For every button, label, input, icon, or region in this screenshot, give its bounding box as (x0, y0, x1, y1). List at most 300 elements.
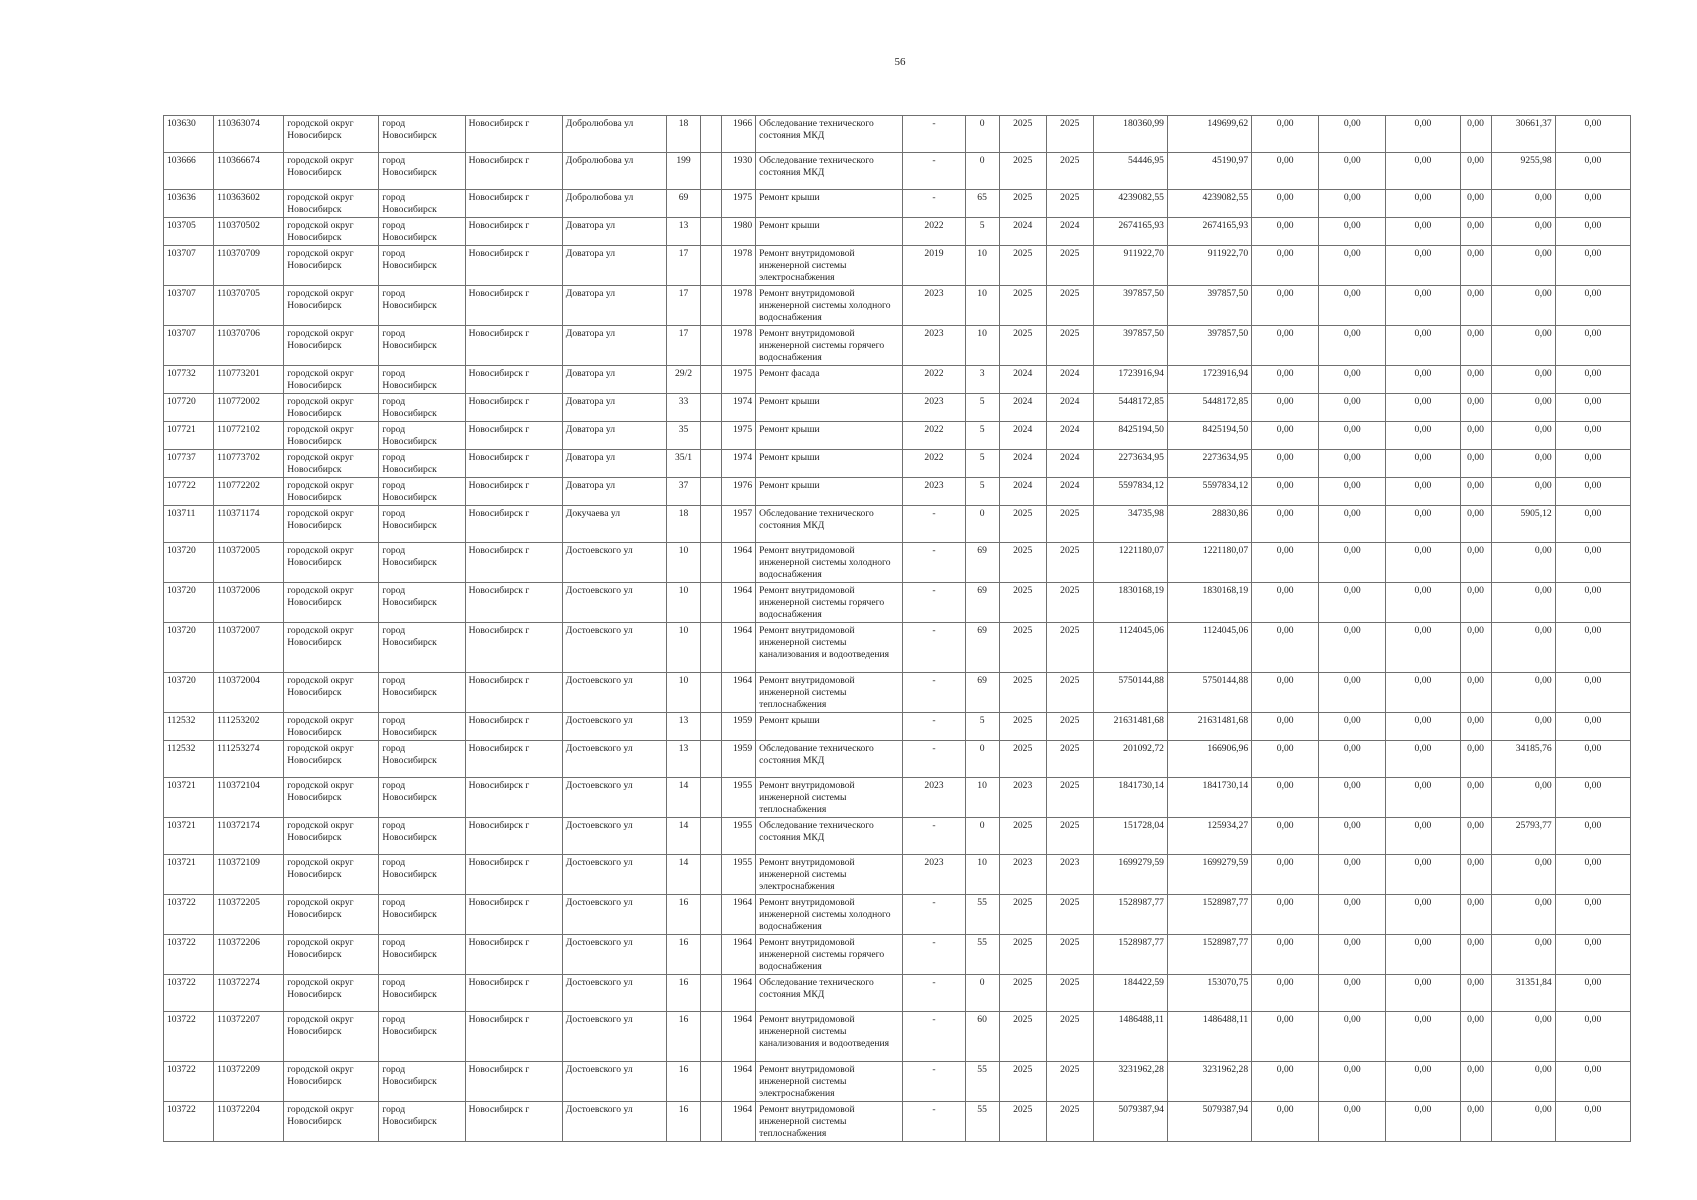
cell-system-code: 110370502 (214, 218, 284, 246)
cell-federal: 0,00 (1252, 190, 1319, 218)
cell-system-code: 110773702 (214, 450, 284, 478)
cell-settlement: город Новосибирск (379, 326, 465, 366)
cell-other: 0,00 (1460, 818, 1491, 855)
cell-regional: 0,00 (1319, 326, 1386, 366)
cell-total-cost: 5079387,94 (1093, 1102, 1167, 1142)
cell-municipality: городской округ Новосибирск (284, 286, 379, 326)
cell-settlement: город Новосибирск (379, 394, 465, 422)
cell-system-code: 110372274 (214, 975, 284, 1012)
cell-city: Новосибирск г (465, 741, 562, 778)
cell-id: 107720 (164, 394, 214, 422)
cell-settlement: город Новосибирск (379, 543, 465, 583)
cell-system-code: 110372206 (214, 935, 284, 975)
cell-id: 103720 (164, 673, 214, 713)
cell-house: 69 (666, 190, 700, 218)
cell-year-built: 1964 (722, 895, 756, 935)
cell-city: Новосибирск г (465, 1012, 562, 1062)
cell-total-cost: 4239082,55 (1093, 190, 1167, 218)
cell-work-type: Ремонт крыши (756, 450, 903, 478)
cell-owner-funds: 0,00 (1491, 478, 1555, 506)
table-row (164, 543, 1631, 583)
cell-last-repair-year: 2023 (903, 286, 965, 326)
table-row (164, 286, 1631, 326)
cell-work-type: Обследование технического состояния МКД (756, 116, 903, 153)
cell-regional: 0,00 (1319, 506, 1386, 543)
cell-plan-start: 2025 (999, 153, 1046, 190)
cell-local: 0,00 (1386, 218, 1460, 246)
cell-house: 16 (666, 975, 700, 1012)
cell-extra: 0,00 (1555, 394, 1630, 422)
cell-wear-percent: 5 (965, 478, 999, 506)
cell-system-code: 110772002 (214, 394, 284, 422)
cell-house: 17 (666, 286, 700, 326)
cell-wear-percent: 0 (965, 116, 999, 153)
cell-plan-end: 2024 (1046, 394, 1093, 422)
cell-work-type: Ремонт крыши (756, 218, 903, 246)
cell-other: 0,00 (1460, 366, 1491, 394)
cell-year-built: 1978 (722, 326, 756, 366)
cell-system-code: 110370705 (214, 286, 284, 326)
cell-other: 0,00 (1460, 478, 1491, 506)
cell-system-code: 110372006 (214, 583, 284, 623)
cell-owner-funds: 0,00 (1491, 286, 1555, 326)
cell-city: Новосибирск г (465, 246, 562, 286)
cell-year-built: 1978 (722, 286, 756, 326)
cell-plan-end: 2025 (1046, 975, 1093, 1012)
cell-fund-amount: 28830,86 (1167, 506, 1251, 543)
cell-owner-funds: 0,00 (1491, 1102, 1555, 1142)
cell-work-type: Ремонт внутридомовой инженерной системы горячего водоснабжения (756, 326, 903, 366)
cell-federal: 0,00 (1252, 741, 1319, 778)
cell-municipality: городской округ Новосибирск (284, 153, 379, 190)
cell-wear-percent: 5 (965, 394, 999, 422)
cell-street: Достоевского ул (562, 975, 666, 1012)
cell-owner-funds: 0,00 (1491, 623, 1555, 673)
cell-last-repair-year: 2022 (903, 218, 965, 246)
cell-plan-end: 2025 (1046, 190, 1093, 218)
cell-municipality: городской округ Новосибирск (284, 935, 379, 975)
cell-wear-percent: 69 (965, 583, 999, 623)
cell-work-type: Ремонт крыши (756, 478, 903, 506)
cell-street: Доватора ул (562, 478, 666, 506)
table-row (164, 394, 1631, 422)
cell-system-code: 110772102 (214, 422, 284, 450)
cell-year-built: 1978 (722, 246, 756, 286)
cell-regional: 0,00 (1319, 583, 1386, 623)
cell-plan-start: 2025 (999, 673, 1046, 713)
cell-korpus (701, 422, 722, 450)
cell-total-cost: 2674165,93 (1093, 218, 1167, 246)
cell-korpus (701, 935, 722, 975)
cell-plan-start: 2025 (999, 623, 1046, 673)
cell-street: Доватора ул (562, 422, 666, 450)
cell-house: 17 (666, 326, 700, 366)
cell-wear-percent: 0 (965, 975, 999, 1012)
cell-extra: 0,00 (1555, 623, 1630, 673)
cell-total-cost: 34735,98 (1093, 506, 1167, 543)
cell-federal: 0,00 (1252, 623, 1319, 673)
cell-regional: 0,00 (1319, 543, 1386, 583)
cell-street: Достоевского ул (562, 741, 666, 778)
cell-municipality: городской округ Новосибирск (284, 394, 379, 422)
cell-municipality: городской округ Новосибирск (284, 1012, 379, 1062)
cell-regional: 0,00 (1319, 895, 1386, 935)
cell-extra: 0,00 (1555, 1012, 1630, 1062)
cell-year-built: 1975 (722, 190, 756, 218)
cell-regional: 0,00 (1319, 190, 1386, 218)
cell-municipality: городской округ Новосибирск (284, 1062, 379, 1102)
cell-id: 107737 (164, 450, 214, 478)
cell-korpus (701, 855, 722, 895)
cell-total-cost: 911922,70 (1093, 246, 1167, 286)
cell-plan-start: 2024 (999, 478, 1046, 506)
cell-plan-end: 2025 (1046, 713, 1093, 741)
cell-year-built: 1955 (722, 778, 756, 818)
cell-total-cost: 21631481,68 (1093, 713, 1167, 741)
cell-year-built: 1959 (722, 713, 756, 741)
cell-owner-funds: 0,00 (1491, 855, 1555, 895)
cell-local: 0,00 (1386, 623, 1460, 673)
cell-other: 0,00 (1460, 153, 1491, 190)
cell-other: 0,00 (1460, 741, 1491, 778)
cell-municipality: городской округ Новосибирск (284, 975, 379, 1012)
cell-work-type: Ремонт внутридомовой инженерной системы теплоснабжения (756, 1102, 903, 1142)
cell-plan-start: 2025 (999, 190, 1046, 218)
cell-regional: 0,00 (1319, 855, 1386, 895)
cell-plan-end: 2025 (1046, 778, 1093, 818)
cell-system-code: 110372004 (214, 673, 284, 713)
cell-plan-start: 2025 (999, 935, 1046, 975)
cell-year-built: 1930 (722, 153, 756, 190)
cell-street: Достоевского ул (562, 855, 666, 895)
cell-regional: 0,00 (1319, 975, 1386, 1012)
cell-korpus (701, 818, 722, 855)
cell-municipality: городской округ Новосибирск (284, 713, 379, 741)
cell-extra: 0,00 (1555, 818, 1630, 855)
cell-last-repair-year: 2023 (903, 478, 965, 506)
cell-wear-percent: 0 (965, 153, 999, 190)
cell-other: 0,00 (1460, 190, 1491, 218)
cell-last-repair-year: - (903, 190, 965, 218)
cell-plan-start: 2025 (999, 895, 1046, 935)
cell-work-type: Ремонт внутридомовой инженерной системы теплоснабжения (756, 778, 903, 818)
cell-work-type: Ремонт внутридомовой инженерной системы канализования и водоотведения (756, 1012, 903, 1062)
table-row (164, 422, 1631, 450)
cell-federal: 0,00 (1252, 450, 1319, 478)
cell-plan-end: 2024 (1046, 450, 1093, 478)
cell-settlement: город Новосибирск (379, 855, 465, 895)
cell-street: Достоевского ул (562, 673, 666, 713)
cell-extra: 0,00 (1555, 895, 1630, 935)
cell-last-repair-year: 2022 (903, 450, 965, 478)
cell-other: 0,00 (1460, 583, 1491, 623)
cell-regional: 0,00 (1319, 778, 1386, 818)
cell-extra: 0,00 (1555, 543, 1630, 583)
cell-system-code: 110372104 (214, 778, 284, 818)
cell-korpus (701, 1102, 722, 1142)
cell-fund-amount: 5750144,88 (1167, 673, 1251, 713)
cell-local: 0,00 (1386, 1102, 1460, 1142)
cell-extra: 0,00 (1555, 153, 1630, 190)
cell-federal: 0,00 (1252, 153, 1319, 190)
cell-municipality: городской округ Новосибирск (284, 326, 379, 366)
cell-regional: 0,00 (1319, 116, 1386, 153)
cell-regional: 0,00 (1319, 286, 1386, 326)
cell-street: Доватора ул (562, 218, 666, 246)
cell-work-type: Ремонт внутридомовой инженерной системы горячего водоснабжения (756, 935, 903, 975)
cell-local: 0,00 (1386, 895, 1460, 935)
cell-settlement: город Новосибирск (379, 818, 465, 855)
table-row (164, 1012, 1631, 1062)
cell-municipality: городской округ Новосибирск (284, 218, 379, 246)
cell-last-repair-year: - (903, 506, 965, 543)
cell-wear-percent: 55 (965, 935, 999, 975)
cell-federal: 0,00 (1252, 422, 1319, 450)
cell-city: Новосибирск г (465, 1062, 562, 1102)
cell-municipality: городской округ Новосибирск (284, 543, 379, 583)
cell-city: Новосибирск г (465, 478, 562, 506)
cell-id: 103630 (164, 116, 214, 153)
cell-settlement: город Новосибирск (379, 778, 465, 818)
cell-extra: 0,00 (1555, 422, 1630, 450)
cell-last-repair-year: - (903, 583, 965, 623)
cell-municipality: городской округ Новосибирск (284, 246, 379, 286)
cell-fund-amount: 397857,50 (1167, 286, 1251, 326)
cell-extra: 0,00 (1555, 478, 1630, 506)
cell-other: 0,00 (1460, 1012, 1491, 1062)
cell-system-code: 110363602 (214, 190, 284, 218)
cell-city: Новосибирск г (465, 713, 562, 741)
cell-total-cost: 1699279,59 (1093, 855, 1167, 895)
cell-federal: 0,00 (1252, 935, 1319, 975)
cell-work-type: Ремонт внутридомовой инженерной системы электроснабжения (756, 246, 903, 286)
cell-fund-amount: 2674165,93 (1167, 218, 1251, 246)
cell-house: 10 (666, 623, 700, 673)
cell-house: 16 (666, 895, 700, 935)
table-row (164, 478, 1631, 506)
cell-work-type: Ремонт крыши (756, 422, 903, 450)
cell-year-built: 1957 (722, 506, 756, 543)
cell-total-cost: 1723916,94 (1093, 366, 1167, 394)
cell-total-cost: 1124045,06 (1093, 623, 1167, 673)
cell-id: 103707 (164, 246, 214, 286)
cell-work-type: Ремонт внутридомовой инженерной системы холодного водоснабжения (756, 286, 903, 326)
cell-extra: 0,00 (1555, 975, 1630, 1012)
cell-other: 0,00 (1460, 218, 1491, 246)
cell-municipality: городской округ Новосибирск (284, 741, 379, 778)
cell-fund-amount: 1830168,19 (1167, 583, 1251, 623)
cell-settlement: город Новосибирск (379, 895, 465, 935)
cell-last-repair-year: - (903, 543, 965, 583)
cell-owner-funds: 0,00 (1491, 895, 1555, 935)
cell-federal: 0,00 (1252, 218, 1319, 246)
cell-regional: 0,00 (1319, 1012, 1386, 1062)
cell-owner-funds: 0,00 (1491, 190, 1555, 218)
cell-system-code: 110372207 (214, 1012, 284, 1062)
cell-last-repair-year: 2022 (903, 422, 965, 450)
cell-city: Новосибирск г (465, 855, 562, 895)
cell-fund-amount: 1699279,59 (1167, 855, 1251, 895)
cell-house: 16 (666, 1062, 700, 1102)
cell-last-repair-year: - (903, 1102, 965, 1142)
cell-local: 0,00 (1386, 190, 1460, 218)
table-row (164, 506, 1631, 543)
cell-plan-end: 2024 (1046, 478, 1093, 506)
cell-city: Новосибирск г (465, 935, 562, 975)
cell-work-type: Ремонт внутридомовой инженерной системы канализования и водоотведения (756, 623, 903, 673)
cell-city: Новосибирск г (465, 422, 562, 450)
cell-federal: 0,00 (1252, 673, 1319, 713)
cell-street: Достоевского ул (562, 935, 666, 975)
cell-owner-funds: 0,00 (1491, 543, 1555, 583)
cell-extra: 0,00 (1555, 741, 1630, 778)
cell-korpus (701, 778, 722, 818)
cell-wear-percent: 69 (965, 673, 999, 713)
cell-system-code: 110372204 (214, 1102, 284, 1142)
cell-id: 103705 (164, 218, 214, 246)
cell-other: 0,00 (1460, 1102, 1491, 1142)
cell-last-repair-year: - (903, 713, 965, 741)
cell-id: 112532 (164, 741, 214, 778)
cell-korpus (701, 741, 722, 778)
cell-year-built: 1974 (722, 450, 756, 478)
table-row (164, 935, 1631, 975)
cell-local: 0,00 (1386, 506, 1460, 543)
cell-regional: 0,00 (1319, 623, 1386, 673)
cell-other: 0,00 (1460, 623, 1491, 673)
cell-extra: 0,00 (1555, 190, 1630, 218)
cell-system-code: 110363074 (214, 116, 284, 153)
cell-fund-amount: 45190,97 (1167, 153, 1251, 190)
cell-plan-end: 2025 (1046, 741, 1093, 778)
cell-federal: 0,00 (1252, 855, 1319, 895)
cell-street: Достоевского ул (562, 543, 666, 583)
cell-other: 0,00 (1460, 778, 1491, 818)
cell-korpus (701, 246, 722, 286)
cell-year-built: 1975 (722, 422, 756, 450)
cell-owner-funds: 0,00 (1491, 713, 1555, 741)
cell-owner-funds: 0,00 (1491, 673, 1555, 713)
table-row (164, 246, 1631, 286)
cell-street: Добролюбова ул (562, 153, 666, 190)
cell-owner-funds: 0,00 (1491, 583, 1555, 623)
cell-fund-amount: 5079387,94 (1167, 1102, 1251, 1142)
cell-year-built: 1975 (722, 366, 756, 394)
cell-local: 0,00 (1386, 1012, 1460, 1062)
cell-plan-end: 2025 (1046, 153, 1093, 190)
cell-system-code: 110372005 (214, 543, 284, 583)
cell-federal: 0,00 (1252, 543, 1319, 583)
cell-regional: 0,00 (1319, 422, 1386, 450)
cell-system-code: 110773201 (214, 366, 284, 394)
cell-settlement: город Новосибирск (379, 478, 465, 506)
cell-year-built: 1964 (722, 935, 756, 975)
cell-settlement: город Новосибирск (379, 741, 465, 778)
cell-korpus (701, 190, 722, 218)
cell-municipality: городской округ Новосибирск (284, 583, 379, 623)
cell-plan-end: 2025 (1046, 1062, 1093, 1102)
cell-city: Новосибирск г (465, 366, 562, 394)
cell-regional: 0,00 (1319, 246, 1386, 286)
cell-local: 0,00 (1386, 478, 1460, 506)
cell-extra: 0,00 (1555, 778, 1630, 818)
cell-municipality: городской округ Новосибирск (284, 673, 379, 713)
cell-city: Новосибирск г (465, 818, 562, 855)
cell-work-type: Ремонт внутридомовой инженерной системы теплоснабжения (756, 673, 903, 713)
cell-settlement: город Новосибирск (379, 1102, 465, 1142)
cell-federal: 0,00 (1252, 778, 1319, 818)
cell-city: Новосибирск г (465, 506, 562, 543)
cell-total-cost: 184422,59 (1093, 975, 1167, 1012)
cell-year-built: 1964 (722, 1062, 756, 1102)
cell-other: 0,00 (1460, 895, 1491, 935)
cell-system-code: 110372209 (214, 1062, 284, 1102)
cell-year-built: 1974 (722, 394, 756, 422)
cell-city: Новосибирск г (465, 673, 562, 713)
cell-id: 107732 (164, 366, 214, 394)
cell-extra: 0,00 (1555, 1062, 1630, 1102)
cell-street: Достоевского ул (562, 623, 666, 673)
cell-plan-start: 2025 (999, 1062, 1046, 1102)
cell-extra: 0,00 (1555, 1102, 1630, 1142)
table-row (164, 1062, 1631, 1102)
cell-total-cost: 54446,95 (1093, 153, 1167, 190)
cell-total-cost: 1486488,11 (1093, 1012, 1167, 1062)
cell-id: 103721 (164, 855, 214, 895)
cell-owner-funds: 0,00 (1491, 218, 1555, 246)
cell-plan-start: 2023 (999, 778, 1046, 818)
cell-owner-funds: 0,00 (1491, 1012, 1555, 1062)
cell-federal: 0,00 (1252, 1102, 1319, 1142)
cell-korpus (701, 895, 722, 935)
table-row (164, 713, 1631, 741)
cell-municipality: городской округ Новосибирск (284, 818, 379, 855)
cell-city: Новосибирск г (465, 1102, 562, 1142)
cell-city: Новосибирск г (465, 218, 562, 246)
cell-plan-end: 2024 (1046, 218, 1093, 246)
cell-federal: 0,00 (1252, 366, 1319, 394)
cell-settlement: город Новосибирск (379, 713, 465, 741)
cell-city: Новосибирск г (465, 583, 562, 623)
cell-regional: 0,00 (1319, 394, 1386, 422)
table-row (164, 975, 1631, 1012)
cell-wear-percent: 69 (965, 623, 999, 673)
cell-system-code: 110371174 (214, 506, 284, 543)
cell-last-repair-year: - (903, 1012, 965, 1062)
cell-total-cost: 3231962,28 (1093, 1062, 1167, 1102)
cell-work-type: Ремонт внутридомовой инженерной системы электроснабжения (756, 855, 903, 895)
cell-wear-percent: 0 (965, 818, 999, 855)
cell-fund-amount: 149699,62 (1167, 116, 1251, 153)
cell-wear-percent: 10 (965, 778, 999, 818)
cell-korpus (701, 713, 722, 741)
cell-fund-amount: 8425194,50 (1167, 422, 1251, 450)
cell-street: Доватора ул (562, 450, 666, 478)
cell-system-code: 110372007 (214, 623, 284, 673)
cell-street: Достоевского ул (562, 1102, 666, 1142)
cell-last-repair-year: - (903, 1062, 965, 1102)
cell-total-cost: 5597834,12 (1093, 478, 1167, 506)
cell-fund-amount: 1486488,11 (1167, 1012, 1251, 1062)
cell-local: 0,00 (1386, 246, 1460, 286)
cell-last-repair-year: 2022 (903, 366, 965, 394)
cell-regional: 0,00 (1319, 1062, 1386, 1102)
cell-local: 0,00 (1386, 855, 1460, 895)
cell-other: 0,00 (1460, 116, 1491, 153)
cell-id: 107721 (164, 422, 214, 450)
cell-fund-amount: 1528987,77 (1167, 895, 1251, 935)
cell-settlement: город Новосибирск (379, 450, 465, 478)
